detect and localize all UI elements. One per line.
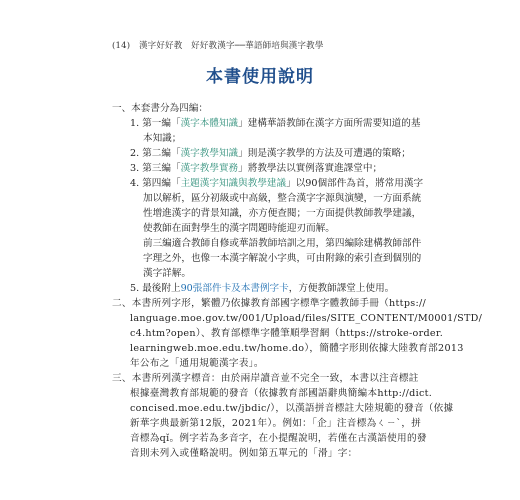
section-2-line: c4.htm?open）、教育部標準字體筆順學習網（https://stroke-order. [130, 328, 444, 339]
list-item-1-highlight: 漢字本體知識 [180, 118, 239, 129]
list-item-4 [130, 176, 423, 191]
list-item-2-highlight: 漢字教學知識 [180, 148, 239, 159]
list-item-4-line: 漢字詳解。 [143, 268, 191, 279]
list-item-2 [130, 146, 411, 161]
list-item-4-line: 使教師在面對學生的漢字問題時能迎刃而解。 [143, 223, 335, 234]
section-1-lead: 一、本套書分為四編： [112, 103, 208, 114]
list-item-4-line: 前三編適合教師自修或華語教師培訓之用，第四編除建構教師部件 [143, 238, 422, 249]
list-item-1-continuation: 本知識； [143, 133, 182, 144]
list-item-2-suffix: 」則是漢字教學的方法及可遭遇的策略； [238, 148, 411, 159]
list-item-4-line: 字理之外，也像一本漢字解說小字典，可由附錄的索引查到個別的 [143, 253, 422, 264]
running-header: (14) 漢字好好教 好好教漢字──華語師培與漢字教學 [112, 41, 324, 51]
list-item-4-line: 性增進漢字的背景知識，亦方便查閱；一方面提供教師教學建議， [143, 208, 422, 219]
list-item-4-suffix: 」以90個部件為首，將常用漢字 [286, 178, 424, 189]
list-item-5-prefix: 5. 最後附上 [130, 283, 181, 294]
section-3-line: concised.moe.edu.tw/jbdic/），以漢語拼音標註大陸規範的發音（依據 [130, 403, 454, 414]
list-item-4-line: 加以解析，區分初級或中高級，整合漢字字源與演變，一方面系統 [143, 193, 422, 204]
section-2-line: language.moe.gov.tw/001/Upload/files/SITE_CONTENT/M0001/STD/ [130, 313, 483, 324]
section-3-line: 根據臺灣教育部規範的發音（依據教育部國語辭典簡編本http://dict. [130, 388, 433, 399]
section-3-line: 音則未列入或僅略說明。例如第五單元的「滑」字： [130, 448, 358, 459]
section-2-line: 年公布之「通用規範漢字表」。 [130, 358, 264, 369]
section-3-line: 音標為qǐ。例字若為多音字，在小提醒說明，若僅在古漢語使用的發 [130, 433, 427, 444]
list-item-1-prefix: 1. 第一編「 [130, 118, 181, 129]
page-title: 本書使用說明 [206, 67, 314, 87]
list-item-5-suffix: ，方便教師課堂上使用。 [288, 283, 395, 294]
section-2-line: 二、本書所列字形，繁體乃依據教育部國字標準字體教師手冊（https:// [112, 298, 427, 309]
list-item-5 [130, 281, 394, 296]
section-2-line: learningweb.moe.edu.tw/home.do），簡體字形則依據大陸教育部2013 [130, 343, 464, 354]
list-item-3-highlight: 漢字教學實務 [180, 163, 239, 174]
section-3-line: 新華字典最新第12版，2021年）。例如：「企」注音標為ㄑㄧˋ，拼 [130, 418, 422, 429]
list-item-3 [130, 161, 382, 176]
list-item-1 [130, 116, 420, 131]
list-item-3-suffix: 」將教學法以實例落實進課堂中； [238, 163, 383, 174]
list-item-1-suffix: 」建構華語教師在漢字方面所需要知道的基 [238, 118, 421, 129]
list-item-4-prefix: 4. 第四編「 [130, 178, 181, 189]
list-item-3-prefix: 3. 第三編「 [130, 163, 181, 174]
list-item-5-highlight: 90張部件卡及本書例字卡 [180, 283, 289, 294]
section-3-line: 三、本書所列漢字標音：由於兩岸讀音並不完全一致，本書以注音標註 [112, 373, 419, 384]
list-item-2-prefix: 2. 第二編「 [130, 148, 181, 159]
list-item-4-highlight: 主題漢字知識與教學建議 [180, 178, 287, 189]
